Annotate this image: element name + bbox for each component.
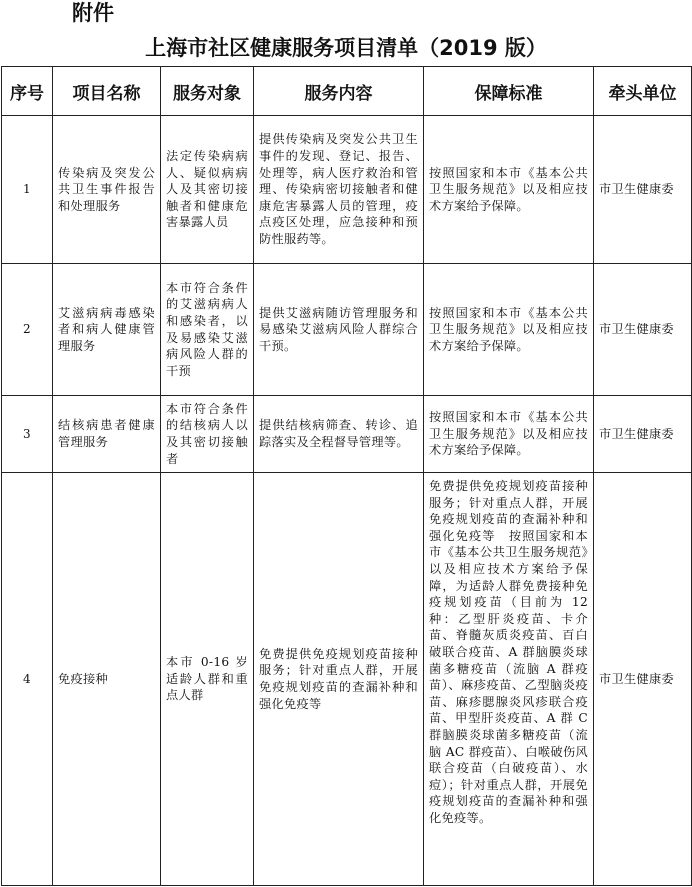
project-name: 结核病患者健康管理服务 [53, 396, 161, 473]
service-list-table [1, 66, 692, 886]
table-row [2, 116, 692, 264]
column-header-lead: 牵头单位 [594, 67, 692, 116]
table-row [2, 264, 692, 396]
guarantee-standard: 按照国家和本市《基本公共卫生服务规范》以及相应技术方案给予保障。 [424, 396, 594, 473]
project-name: 传染病及突发公共卫生事件报告和处理服务 [53, 116, 161, 264]
column-header-target: 服务对象 [161, 67, 254, 116]
project-name: 艾滋病病毒感染者和病人健康管理服务 [53, 264, 161, 396]
service-target: 本市符合条件的艾滋病病人和感染者，以及易感染艾滋病风险人群的干预 [161, 264, 254, 396]
service-target: 本市 0-16 岁适龄人群和重点人群 [161, 473, 254, 886]
row-number: 3 [2, 396, 53, 473]
project-name: 免疫接种 [53, 473, 161, 886]
table-row [2, 473, 692, 886]
guarantee-standard: 免费提供免疫规划疫苗接种服务；针对重点人群，开展免疫规划疫苗的查漏补种和强化免疫等 按照国家和本市《基本公共卫生服务规范》以及相应技术方案给予保障，为适龄人群免费接种免疫规划疫苗（目前为 12 种：乙型肝炎疫苗、卡介苗、脊髓灰质炎疫苗、百白破联合疫苗、A 群脑膜炎球菌多糖疫苗（流脑 A 群疫苗）、麻疹疫苗、乙型脑炎疫苗、麻疹腮腺炎风疹联合疫苗、甲型肝炎疫苗、A 群 C 群脑膜炎球菌多糖疫苗（流脑 AC 群疫苗）、白喉破伤风联合疫苗（白破疫苗）、水痘）；针对重点人群，开展免疫规划疫苗的查漏补种和强化免疫等。 [424, 473, 594, 886]
service-target: 法定传染病病人、疑似病病人及其密切接触者和健康危害暴露人员 [161, 116, 254, 264]
service-target: 本市符合条件的结核病人以及其密切接触者 [161, 396, 254, 473]
service-content: 提供艾滋病随访管理服务和易感染艾滋病风险人群综合干预。 [254, 264, 424, 396]
service-content: 提供结核病筛查、转诊、追踪落实及全程督导管理等。 [254, 396, 424, 473]
lead-unit: 市卫生健康委 [594, 116, 692, 264]
guarantee-standard: 按照国家和本市《基本公共卫生服务规范》以及相应技术方案给予保障。 [424, 116, 594, 264]
column-header-standard: 保障标准 [424, 67, 594, 116]
service-content: 提供传染病及突发公共卫生事件的发现、登记、报告、处理等，病人医疗救治和管理、传染病密切接触者和健康危害暴露人员的管理，疫点疫区处理，应急接种和预防性服药等。 [254, 116, 424, 264]
lead-unit: 市卫生健康委 [594, 396, 692, 473]
column-header-name: 项目名称 [53, 67, 161, 116]
table-header-row [2, 67, 692, 116]
lead-unit: 市卫生健康委 [594, 264, 692, 396]
column-header-content: 服务内容 [254, 67, 424, 116]
table-row [2, 396, 692, 473]
row-number: 1 [2, 116, 53, 264]
service-content: 免费提供免疫规划疫苗接种服务；针对重点人群，开展免疫规划疫苗的查漏补种和强化免疫等 [254, 473, 424, 886]
page-title: 上海市社区健康服务项目清单（2019 版） [145, 36, 547, 60]
attachment-label: 附件 [72, 1, 114, 25]
column-header-no: 序号 [2, 67, 53, 116]
guarantee-standard: 按照国家和本市《基本公共卫生服务规范》以及相应技术方案给予保障。 [424, 264, 594, 396]
row-number: 4 [2, 473, 53, 886]
lead-unit: 市卫生健康委 [594, 473, 692, 886]
row-number: 2 [2, 264, 53, 396]
